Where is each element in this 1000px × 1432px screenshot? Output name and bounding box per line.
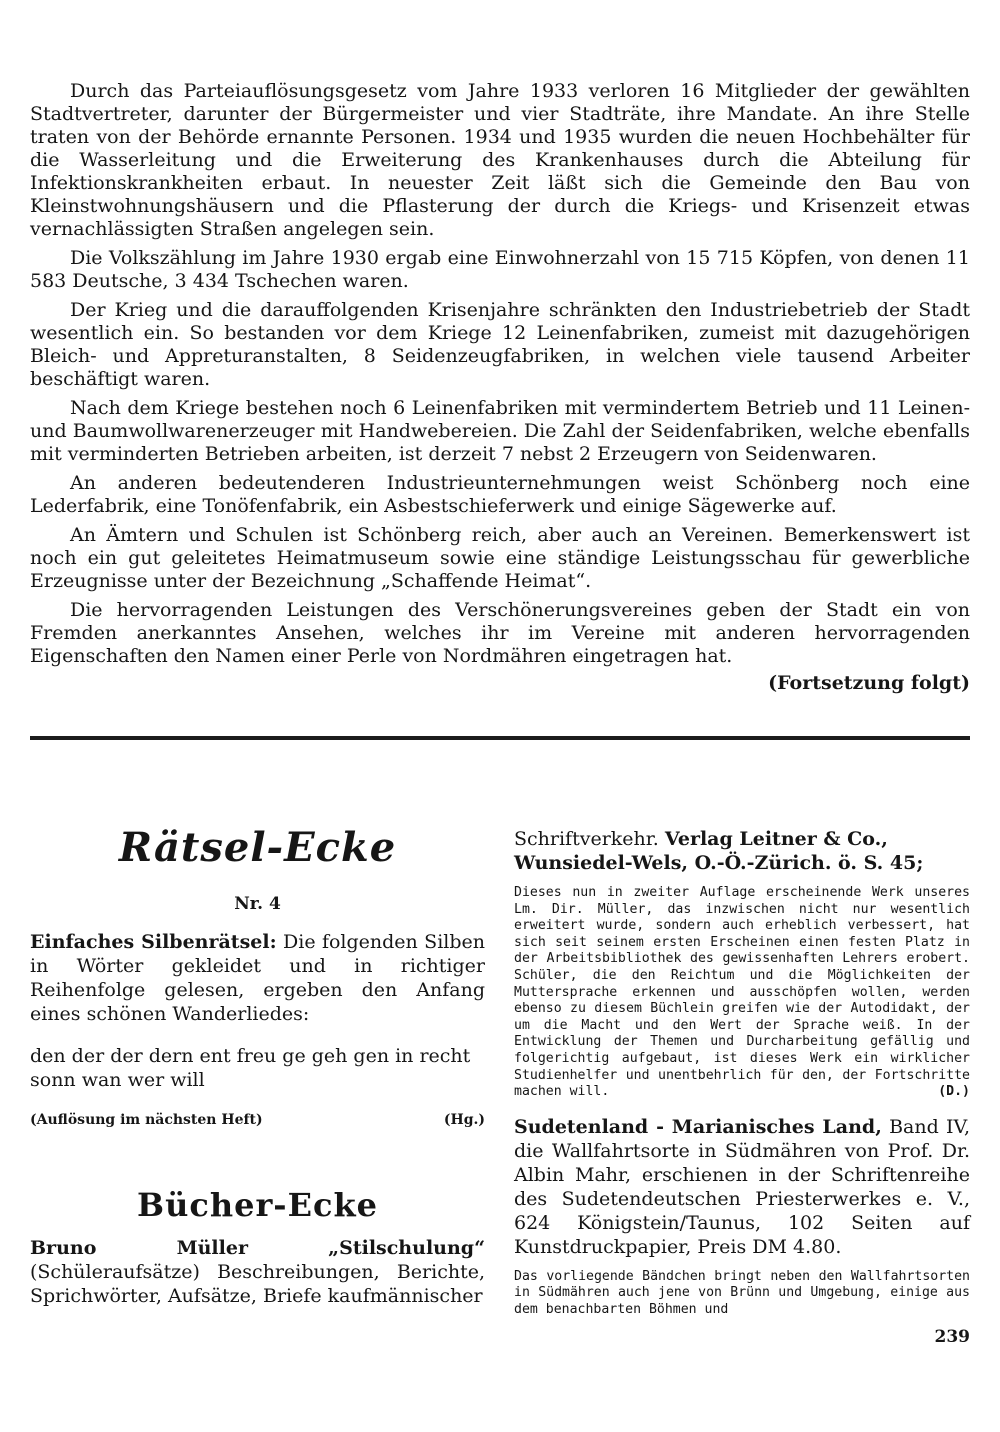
- book1-entry: [30, 1236, 485, 1308]
- puzzle-signature: (Hg.): [443, 1112, 485, 1128]
- book1-publisher-info: Verlag Leitner & Co., Wunsiedel-Wels, O.-Ö.-Zürich. ö. S. 45;: [514, 828, 924, 874]
- solution-note: (Auflösung im nächsten Heft): [30, 1112, 263, 1128]
- article-paragraph: Nach dem Kriege bestehen noch 6 Leinenfabriken mit vermindertem Betrieb und 11 Leinen- und Baumwollwarenerzeuger mit Handwebereien. Die Zahl der Seidenfabriken, welche ebenfalls mit verminderten Betrieben arbeiten, ist derzeit 7 nebst 2 Erzeugern von Seidenwaren.: [30, 397, 970, 465]
- article-continuation: [30, 80, 970, 695]
- puzzle-type: Einfaches Silbenrätsel:: [30, 931, 277, 953]
- solution-row: [30, 1112, 485, 1128]
- book1-review: [514, 885, 970, 1101]
- article-paragraph: Der Krieg und die darauffolgenden Krisenjahre schränkten den Industriebetrieb der Stadt wesentlich ein. So bestanden vor dem Kriege 12 Leinenfabriken, zumeist mit dazugehörigen Bleich- und Appreturanstalten, 8 Seidenzeugfabriken, in welchen viele tausend Arbeiter beschäftigt waren.: [30, 299, 970, 390]
- puzzle-section-title: Rätsel-Ecke: [118, 824, 397, 871]
- book1-review-text: Dieses nun in zweiter Auflage erscheinende Werk unseres Lm. Dir. Müller, das inzwischen nicht nur wesentlich erweitert wurde, sondern auch erheblich verbessert, hat sich seit seinem ersten Erscheinen einen festen Platz in der Arbeitsbibliothek des gewissenhaften Lehrers erobert. Schüler, die den Reichtum und die Möglichkeiten der Muttersprache erkennen und ausschöpfen wollen, werden ebenso zu diesem Büchlein greifen wie der Autodidakt, der um die Macht und den Wert der Sprache weiß. In der Entwicklung der Themen und Durcharbeitung gefällig und folgerichtig aufgebaut, ist dieses Werk ein wirklicher Studienhelfer und unentbehrlich für den, der Fortschritte machen will.: [514, 885, 970, 1100]
- book2-title: Sudetenland - Marianisches Land,: [514, 1115, 882, 1138]
- puzzle-instructions: [30, 930, 485, 1026]
- left-column: [30, 820, 485, 1308]
- book2-entry: [514, 1115, 970, 1259]
- continuation-note: (Fortsetzung folgt): [768, 672, 970, 694]
- book1-publisher: [514, 827, 970, 875]
- article-paragraph: An Ämtern und Schulen ist Schönberg reich, aber auch an Vereinen. Bemerkenswert ist noch ein gut geleitetes Heimatmuseum sowie eine ständige Leistungsschau für gewerbliche Erzeugnisse unter der Bezeichnung „Schaffende Heimat“.: [30, 524, 970, 592]
- books-section-title: Bücher-Ecke: [137, 1186, 378, 1224]
- puzzle-lead-text: Die folgenden Silben in Wörter gekleidet und in richtiger Reihenfolge gelesen, ergeben den Anfang eines schönen Wanderliedes:: [30, 931, 485, 1025]
- article-paragraph: Die Volkszählung im Jahre 1930 ergab eine Einwohnerzahl von 15 715 Köpfen, von denen 11 583 Deutsche, 3 434 Tschechen waren.: [30, 247, 970, 292]
- article-paragraph: Die hervorragenden Leistungen des Verschönerungsvereines geben der Stadt ein von Fremden anerkanntes Ansehen, welches ihr im Vereine mit anderen hervorragenden Eigenschaften den Namen einer Perle von Nordmähren eingetragen hat.: [30, 599, 970, 667]
- article-paragraph: Durch das Parteiauflösungsgesetz vom Jahre 1933 verloren 16 Mitglieder der gewählten Stadtvertreter, darunter der Bürgermeister und vier Stadträte, ihre Mandate. An ihre Stelle traten von der Behörde ernannte Personen. 1934 und 1935 wurden die neuen Hochbehälter für die Wasserleitung und die Erweiterung des Krankenhauses durch die Abteilung für Infektionskrankheiten erbaut. In neuester Zeit läßt sich die Gemeinde den Bau von Kleinstwohnungshäusern und die Pflasterung der durch die Kriegs- und Krisenzeit etwas vernachlässigten Straßen angelegen sein.: [30, 80, 970, 240]
- book2-description: Band IV, die Wallfahrtsorte in Südmähren von Prof. Dr. Albin Mahr, erschienen in der Schriftenreihe des Sudetendeutschen Priesterwerkes e. V., 624 Königstein/Taunus, 102 Seiten auf Kunstdruckpapier, Preis DM 4.80.: [514, 1115, 970, 1258]
- right-column: [514, 827, 970, 1319]
- book1-author-title: Bruno Müller „Stilschulung“: [30, 1237, 485, 1259]
- page-number: 239: [934, 1327, 970, 1347]
- puzzle-number: Nr. 4: [234, 894, 281, 914]
- puzzle-syllables: den der der dern ent freu ge geh gen in recht sonn wan wer will: [30, 1045, 471, 1091]
- book1-description: (Schüleraufsätze) Beschreibungen, Berichte, Sprichwörter, Aufsätze, Briefe kaufmännischer: [30, 1261, 485, 1307]
- book2-review: Das vorliegende Bändchen bringt neben den Wallfahrtsorten in Südmähren auch jene von Brünn und Umgebung, einige aus dem benachbarten Böhmen und: [514, 1268, 970, 1317]
- section-divider: [30, 736, 970, 740]
- article-paragraph: An anderen bedeutenderen Industrieunternehmungen weist Schönberg noch eine Lederfabrik, eine Tonöfenfabrik, ein Asbestschieferwerk und einige Sägewerke auf.: [30, 472, 970, 517]
- book1-review-signature: (D.): [938, 1084, 970, 1100]
- book1-cont-text: Schriftverkehr.: [514, 828, 665, 850]
